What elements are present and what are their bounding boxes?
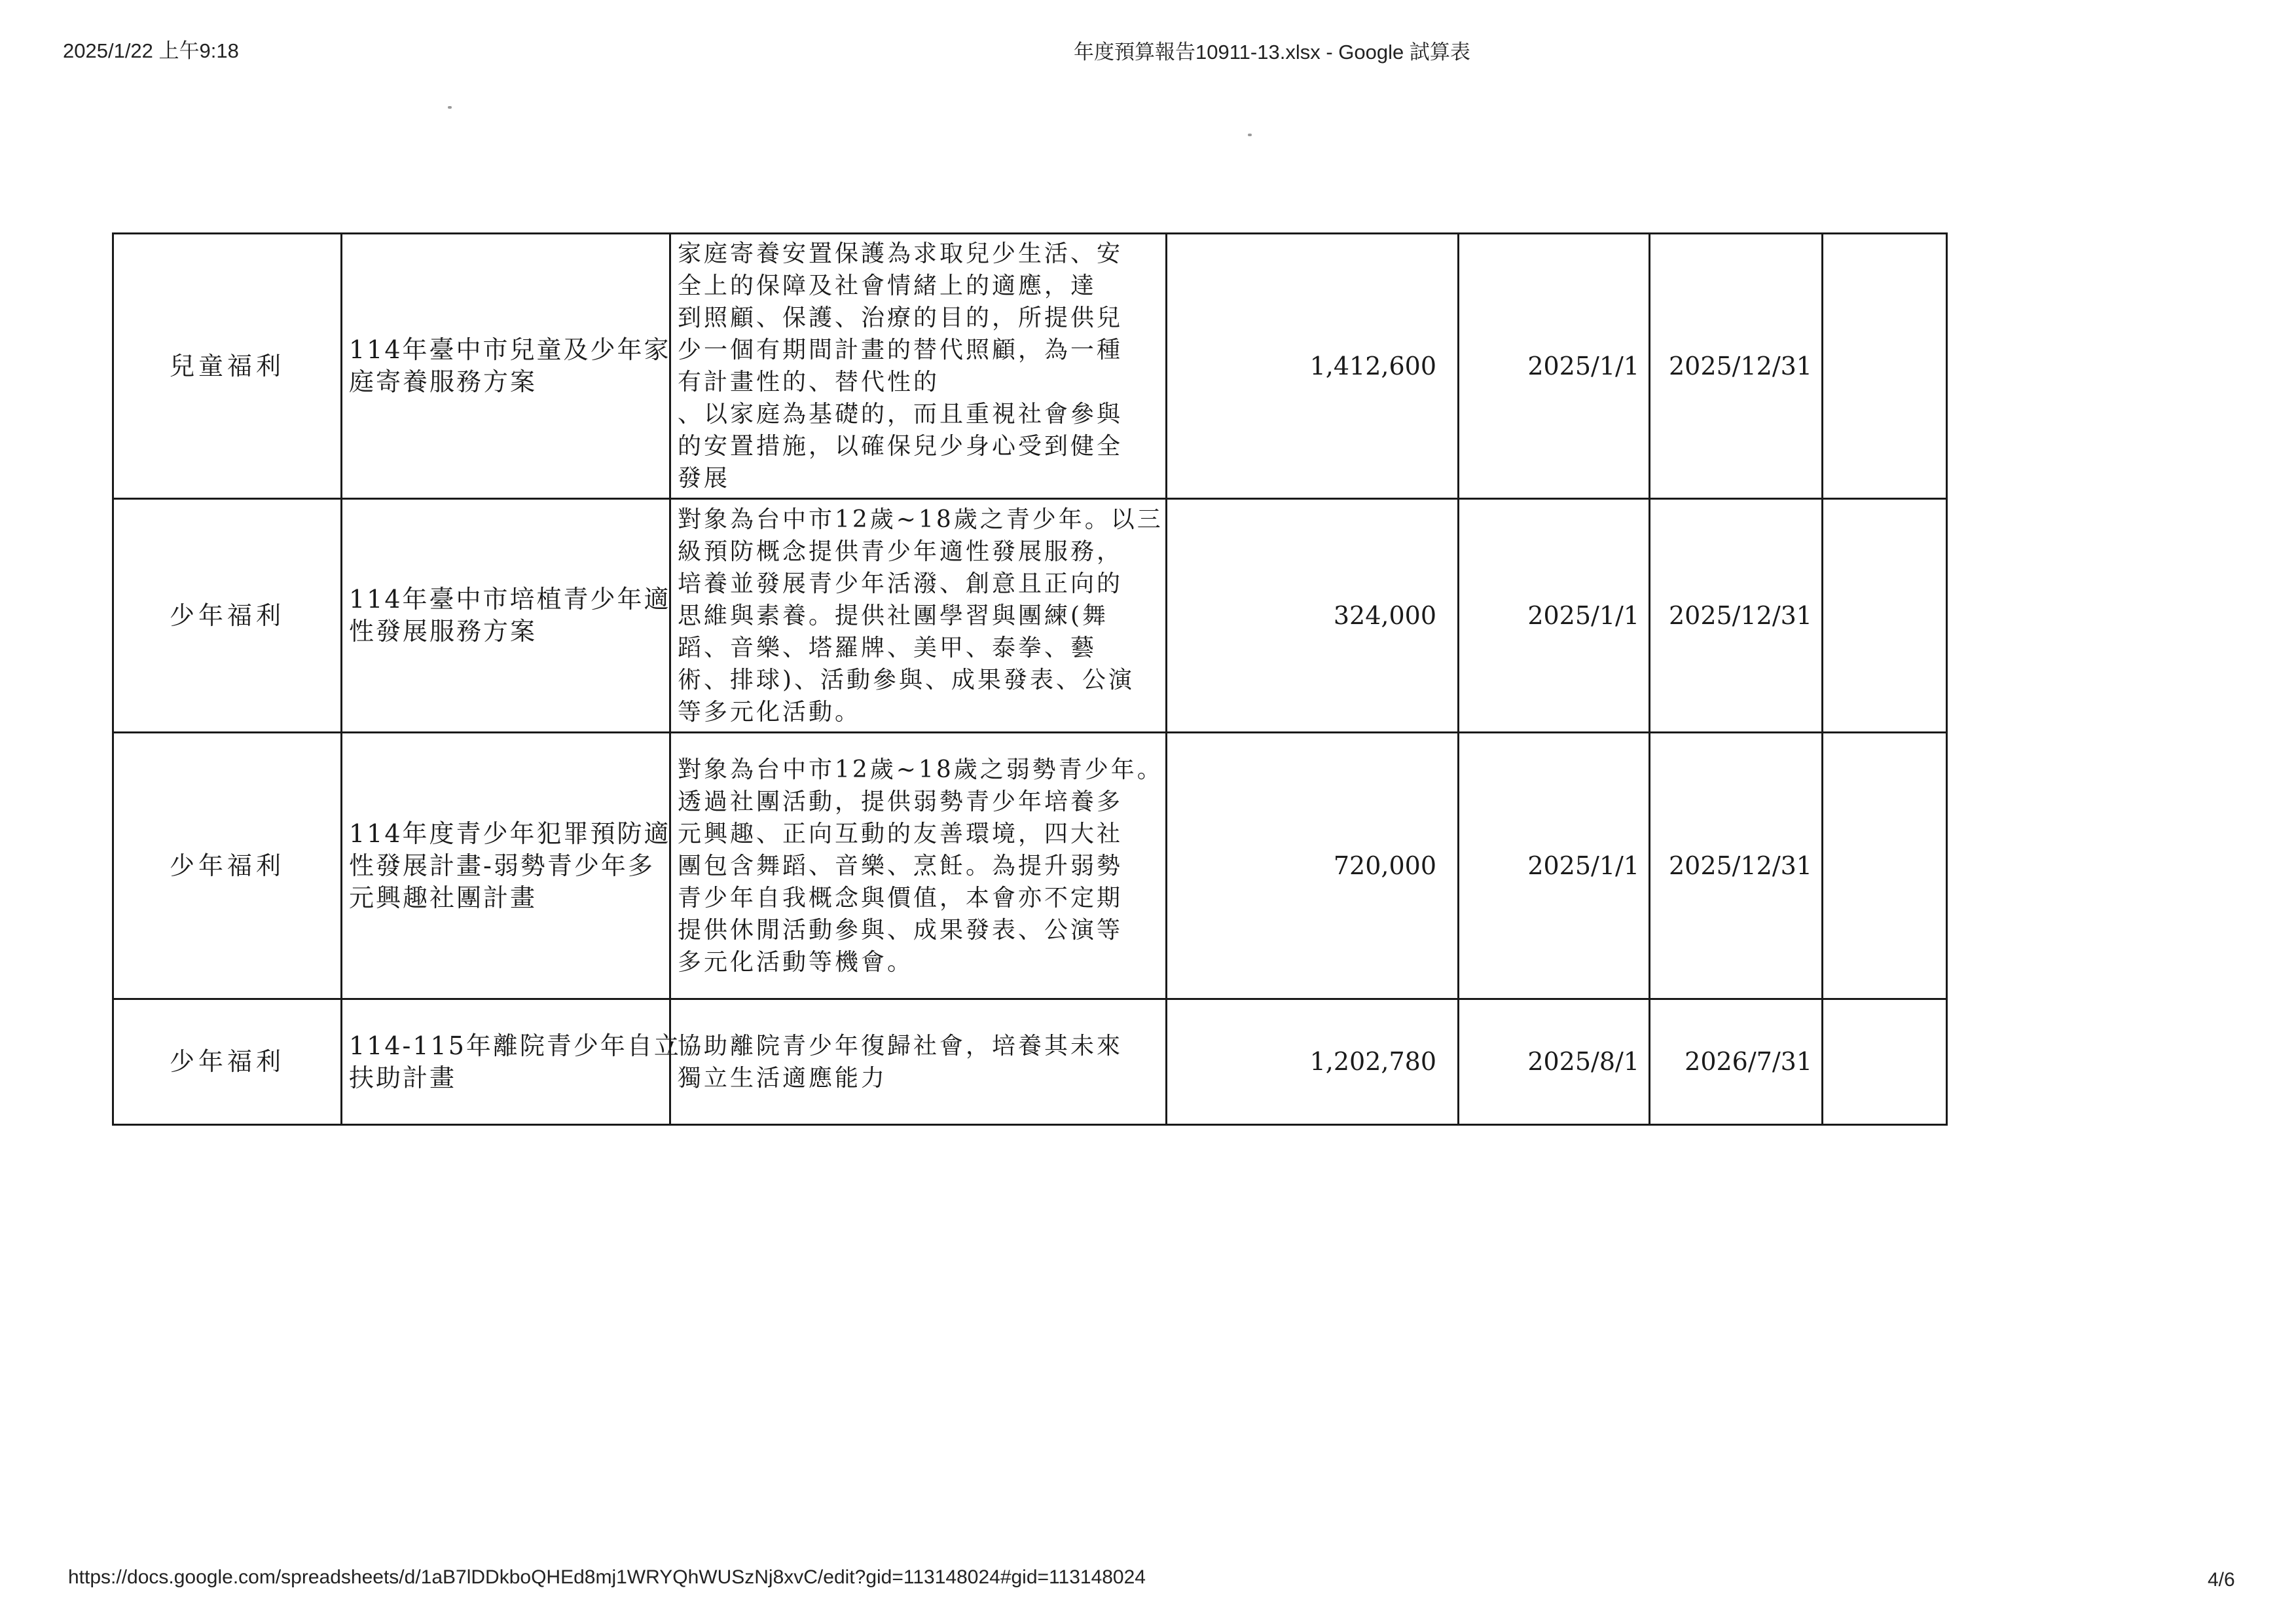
note-cell [1823, 234, 1947, 499]
project-name-line: 庭寄養服務方案 [349, 367, 538, 396]
print-url: https://docs.google.com/spreadsheets/d/1aB7lDDkboQHEd8mj1WRYQhWUSzNj8xvC/edit?gid=113148024#gid=113148024 [68, 1566, 1146, 1588]
description-line: 有計畫性的、替代性的 [678, 369, 940, 396]
end-date-cell: 2025/12/31 [1650, 499, 1823, 733]
description-line: 全上的保障及社會情緒上的適應，達 [678, 272, 1097, 299]
end-date-cell: 2026/7/31 [1650, 999, 1823, 1125]
project-name-cell [342, 499, 670, 733]
amount-cell: 1,202,780 [1167, 999, 1459, 1125]
description-line: 少一個有期間計畫的替代照顧，為一種 [678, 337, 1123, 363]
project-name-cell [342, 999, 681, 1125]
start-date-cell: 2025/1/1 [1459, 733, 1650, 999]
project-name-line: 元興趣社團計畫 [349, 883, 538, 912]
print-datetime: 2025/1/22 上午9:18 [63, 39, 239, 62]
description-cell [670, 499, 1167, 733]
table-row [113, 234, 1947, 499]
page-number: 4/6 [2208, 1569, 2235, 1591]
description-line: 、以家庭為基礎的，而且重視社會參與 [678, 401, 1123, 428]
project-name-line: 114年臺中市培植青少年適 [349, 585, 671, 614]
end-date-cell: 2025/12/31 [1650, 234, 1823, 499]
start-date-cell: 2025/1/1 [1459, 234, 1650, 499]
category-cell: 少年福利 [113, 999, 342, 1125]
description-line: 思維與素養。提供社團學習與團練(舞 [678, 602, 1109, 629]
project-name-cell [342, 234, 670, 499]
table-row [113, 999, 1947, 1125]
amount-cell: 324,000 [1167, 499, 1459, 733]
description-line: 透過社團活動，提供弱勢青少年培養多 [678, 788, 1123, 815]
description-line: 發展 [678, 465, 731, 492]
table-row [113, 733, 1947, 999]
description-line: 對象為台中市12歲~18歲之青少年。以三 [678, 506, 1163, 533]
project-name-line: 114-115年離院青少年自立 [349, 1031, 681, 1060]
description-line: 術、排球)、活動參與、成果發表、公演 [678, 666, 1135, 693]
end-date-cell: 2025/12/31 [1650, 733, 1823, 999]
description-line: 元興趣、正向互動的友善環境，四大社 [678, 820, 1123, 847]
description-line: 青少年自我概念與價值，本會亦不定期 [678, 884, 1123, 912]
description-line: 蹈、音樂、塔羅牌、美甲、泰拳、藝 [678, 634, 1097, 661]
description-line: 培養並發展青少年活潑、創意且正向的 [678, 570, 1123, 597]
start-date-cell: 2025/1/1 [1459, 499, 1650, 733]
description-cell [670, 999, 1167, 1125]
project-name-line: 性發展服務方案 [349, 617, 538, 646]
budget-table [112, 232, 1948, 1126]
amount-cell: 1,412,600 [1167, 234, 1459, 499]
scan-speck [1248, 134, 1252, 136]
description-line: 到照顧、保護、治療的目的，所提供兒 [678, 304, 1123, 331]
project-name-line: 扶助計畫 [349, 1063, 457, 1092]
start-date-cell: 2025/8/1 [1459, 999, 1650, 1125]
category-cell: 兒童福利 [113, 234, 342, 499]
description-line: 多元化活動等機會。 [678, 948, 914, 976]
category-cell: 少年福利 [113, 733, 342, 999]
description-line: 級預防概念提供青少年適性發展服務， [678, 538, 1123, 565]
print-document-title: 年度預算報告10911-13.xlsx - Google 試算表 [1074, 41, 1470, 64]
project-name-cell [342, 733, 670, 999]
project-name-line: 性發展計畫-弱勢青少年多 [349, 851, 655, 880]
description-line: 團包含舞蹈、音樂、烹飪。為提升弱勢 [678, 852, 1123, 879]
description-line: 的安置措施，以確保兒少身心受到健全 [678, 433, 1123, 460]
project-name-line: 114年臺中市兒童及少年家 [349, 335, 671, 364]
scan-speck [448, 106, 452, 109]
category-cell: 少年福利 [113, 499, 342, 733]
description-line: 提供休閒活動參與、成果發表、公演等 [678, 916, 1123, 944]
description-line: 等多元化活動。 [678, 698, 862, 726]
amount-cell: 720,000 [1167, 733, 1459, 999]
description-line: 家庭寄養安置保護為求取兒少生活、安 [678, 240, 1123, 267]
description-line: 對象為台中市12歲~18歲之弱勢青少年。 [678, 756, 1163, 783]
description-line: 獨立生活適應能力 [678, 1064, 888, 1092]
note-cell [1823, 499, 1947, 733]
project-name-line: 114年度青少年犯罪預防適 [349, 819, 671, 848]
description-cell [670, 234, 1167, 499]
description-line: 協助離院青少年復歸社會，培養其未來 [678, 1032, 1123, 1060]
note-cell [1823, 733, 1947, 999]
note-cell [1823, 999, 1947, 1125]
description-cell [670, 733, 1167, 999]
table-row [113, 499, 1947, 733]
